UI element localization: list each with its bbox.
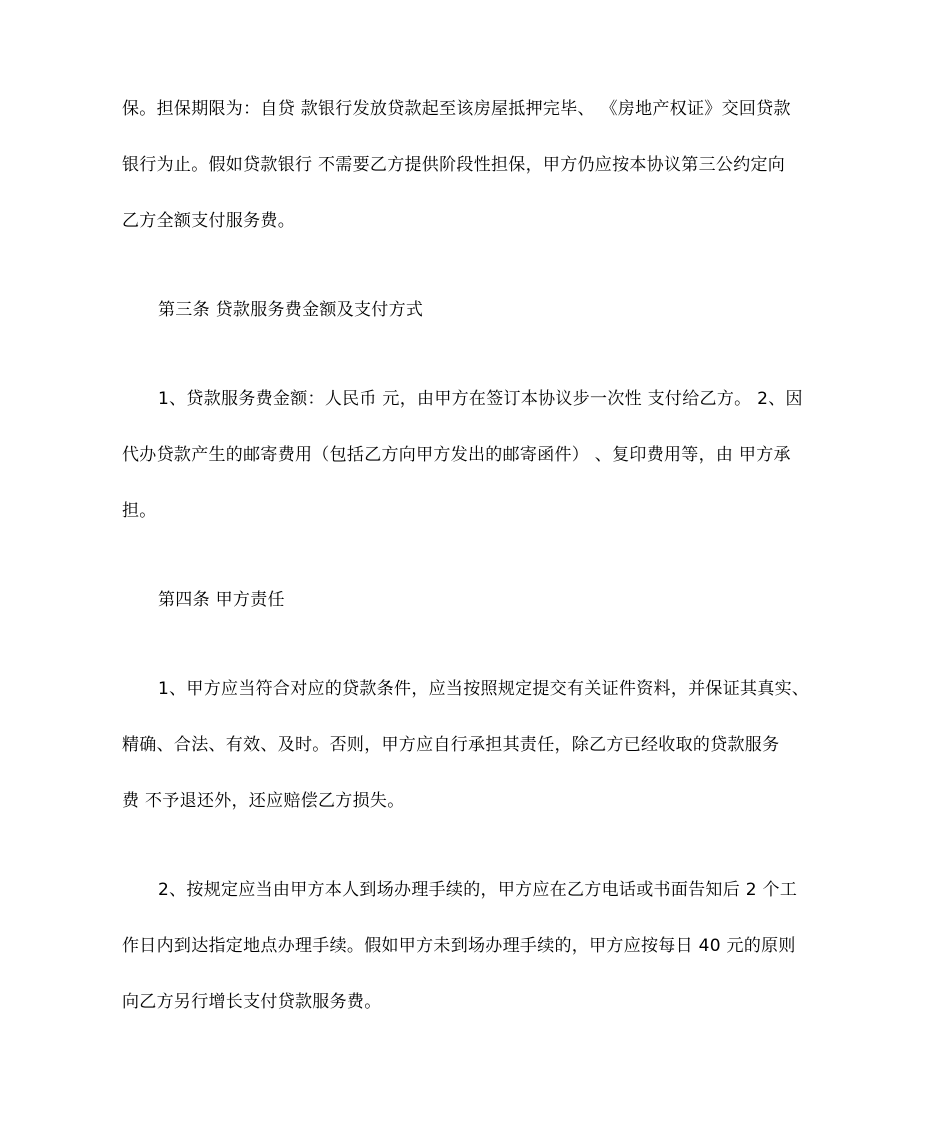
paragraph-line: 1、贷款服务费金额：人民币 元，由甲方在签订本协议步一次性 支付给乙方。 2、因: [158, 389, 803, 409]
paragraph-line: 银行为止。假如贷款银行 不需要乙方提供阶段性担保，甲方仍应按本协议第三公约定向: [122, 155, 786, 175]
paragraph-line: 费 不予退还外，还应赔偿乙方损失。: [122, 791, 405, 811]
paragraph-line: 作日内到达指定地点办理手续。假如甲方未到场办理手续的，甲方应按每日 40 元的原则: [122, 936, 796, 956]
section-heading-article-3: 第三条 贷款服务费金额及支付方式: [158, 300, 424, 320]
paragraph-line: 保。担保期限为：自贷 款银行发放贷款起至该房屋抵押完毕、 《房地产权证》交回贷款: [122, 99, 791, 119]
section-heading-article-4: 第四条 甲方责任: [158, 590, 285, 610]
paragraph-line: 向乙方另行增长支付贷款服务费。: [122, 992, 382, 1012]
paragraph-line: 精确、合法、有效、及时。否则，甲方应自行承担其责任，除乙方已经收取的贷款服务: [122, 735, 780, 755]
paragraph-line: 乙方全额支付服务费。: [122, 211, 295, 231]
paragraph-line: 代办贷款产生的邮寄费用（包括乙方向甲方发出的邮寄函件） 、复印费用等，由 甲方承: [122, 445, 791, 465]
paragraph-line: 担。: [122, 501, 157, 521]
paragraph-line: 2、按规定应当由甲方本人到场办理手续的，甲方应在乙方电话或书面告知后 2 个工: [158, 880, 798, 900]
paragraph-line: 1、甲方应当符合对应的贷款条件，应当按照规定提交有关证件资料，并保证其真实、: [158, 679, 810, 699]
